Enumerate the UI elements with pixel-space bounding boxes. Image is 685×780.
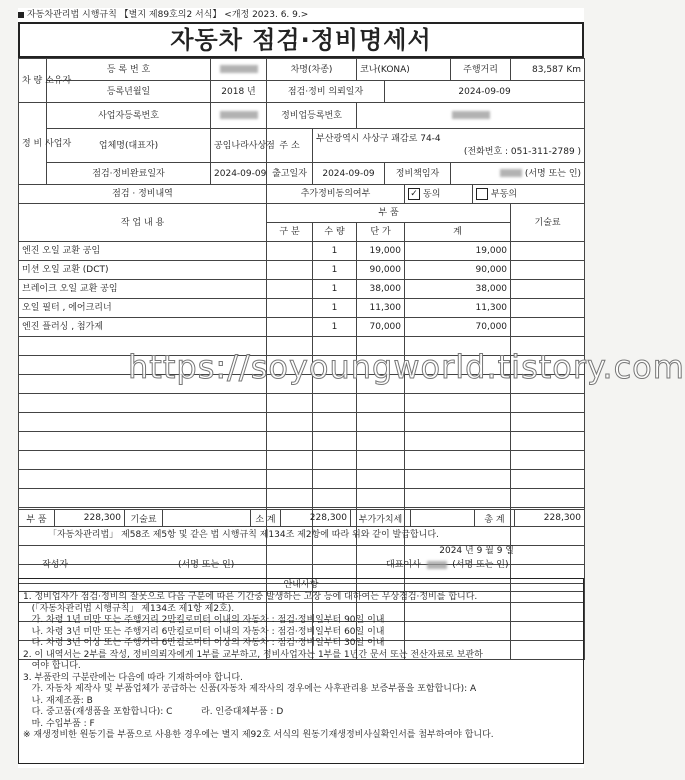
- request-date-label: 점검·정비 의뢰일자: [267, 81, 385, 103]
- cell-work: [19, 337, 267, 356]
- watermark: https://soyoungworld.tistory.com: [128, 348, 685, 386]
- cell-total: [405, 337, 511, 356]
- consent-label: 추가정비동의여부: [267, 185, 405, 204]
- cell-total: 19,000: [405, 242, 511, 261]
- address-value: 부산광역시 사상구 괘감로 74-4: [316, 133, 441, 144]
- guide-line: 다. 차령 3년 이상 또는 주행거리 6만킬로미터 이상의 자동차 : 점검·정비일부터 30일 이내: [23, 638, 385, 648]
- cell-work: 오일 필터 , 에어크리너: [19, 299, 267, 318]
- cell-qty: [313, 356, 357, 375]
- guide-line: ※ 재생정비한 원동기를 부품으로 사용한 경우에는 별지 제92호 서식의 원동기재생정비사실확인서를 첨부하여야 합니다.: [23, 730, 494, 740]
- cell-price: 19,000: [357, 242, 405, 261]
- cell-qty: 1: [313, 261, 357, 280]
- reg-year-label: 등록년월일: [47, 81, 211, 103]
- cell-total: [405, 489, 511, 508]
- manager-cell: [451, 163, 585, 185]
- cell-price: 70,000: [357, 318, 405, 337]
- price-header: 단 가: [357, 223, 405, 242]
- sum-labor-label: 기술료: [125, 510, 163, 527]
- qty-header: 수 량: [313, 223, 357, 242]
- cell-type: [267, 280, 313, 299]
- vat-label: 부가가치세: [351, 510, 411, 527]
- table-row: [19, 489, 585, 508]
- disagree-option[interactable]: [473, 185, 585, 204]
- cell-work: 브레이크 오일 교환 공임: [19, 280, 267, 299]
- cell-work: [19, 489, 267, 508]
- cell-labor: [511, 242, 585, 261]
- total-label: 총 계: [475, 510, 515, 527]
- rep-sign: (서명 또는 인): [452, 560, 509, 570]
- cell-labor: [511, 299, 585, 318]
- shop-reg-value: [357, 103, 585, 129]
- form-header-note: 자동차관리법 시행규칙 【별지 제89호의2 서식】 <개정 2023. 6. 9.>: [27, 10, 309, 20]
- table-row: [19, 337, 585, 356]
- cell-work: [19, 451, 267, 470]
- cell-total: [405, 375, 511, 394]
- cell-total: [405, 470, 511, 489]
- guide-line: 가. 자동차 제작사 및 부품업체가 공급하는 신품(자동차 제작사의 경우에는 사후관리용 보증부품을 포함합니다): A: [23, 684, 477, 694]
- manager-sign: (서명 또는 인): [524, 168, 582, 179]
- cell-labor: [511, 470, 585, 489]
- cell-labor: [511, 356, 585, 375]
- cell-price: [357, 375, 405, 394]
- cell-work: [19, 432, 267, 451]
- sum-parts-label: 부 품: [19, 510, 55, 527]
- cell-type: [267, 356, 313, 375]
- cell-price: 90,000: [357, 261, 405, 280]
- guide-line: 가. 차령 1년 미만 또는 주행거리 2만킬로미터 이내의 자동차 : 점검·정비일부터 90일 이내: [23, 615, 385, 625]
- guide-line: 1. 정비업자가 점검·정비의 잘못으로 다음 구분에 따른 기간중 발생하는 고장 등에 대하여는 무상점검·정비를 합니다.: [23, 592, 478, 602]
- cell-work: [19, 413, 267, 432]
- cell-total: 90,000: [405, 261, 511, 280]
- total-header: 계: [405, 223, 511, 242]
- cell-qty: [313, 470, 357, 489]
- cell-qty: 1: [313, 299, 357, 318]
- table-row: [19, 394, 585, 413]
- document-title: 자동차 점검·정비명세서: [18, 22, 584, 58]
- guide-line: 여야 합니다.: [23, 661, 81, 671]
- cell-total: [405, 451, 511, 470]
- owner-section-label: 차 량 소유자: [19, 59, 47, 103]
- law-statement: 「자동차관리법」 제58조 제5항 및 같은 법 시행규칙 제134조 제2항에 따라 위와 같이 발급합니다.: [48, 530, 439, 540]
- cell-qty: [313, 394, 357, 413]
- table-row: [19, 451, 585, 470]
- guide-line: 나. 차령 3년 미만 또는 주행거리 6만킬로미터 이내의 자동차 : 점검·정비일부터 60일 이내: [23, 626, 385, 637]
- mileage-label: 주행거리: [451, 59, 511, 81]
- cell-work: [19, 356, 267, 375]
- guide-line: 2. 이 내역서는 2부를 작성, 정비의뢰자에게 1부를 교부하고, 정비사업자는 1부를 1년간 문서 또는 전산자료로 보관하: [23, 649, 483, 660]
- cell-type: [267, 375, 313, 394]
- table-row: [19, 318, 585, 337]
- cell-labor: [511, 261, 585, 280]
- table-row: [19, 413, 585, 432]
- agree-label: 동의: [423, 189, 441, 200]
- sum-labor-value: [163, 510, 251, 527]
- vat-value: [411, 510, 475, 527]
- reg-no-label: 등 록 번 호: [47, 59, 211, 81]
- table-row: [19, 356, 585, 375]
- labor-header: 기술료: [511, 204, 585, 242]
- cell-total: [405, 413, 511, 432]
- cell-price: [357, 356, 405, 375]
- biz-no-value: [211, 103, 267, 129]
- guide-line: 3. 부품란의 구분란에는 다음에 따라 기재하여야 합니다.: [23, 672, 243, 683]
- rep-label: 대표이사: [386, 560, 421, 570]
- cell-total: [405, 356, 511, 375]
- type-header: 구 분: [267, 223, 313, 242]
- cell-qty: [313, 451, 357, 470]
- sum-parts-value: 228,300: [55, 510, 125, 527]
- guide-line: (「자동차관리법 시행규칙」 제134조 제1항 제2호).: [23, 603, 235, 614]
- cell-qty: [313, 413, 357, 432]
- issue-date: 2024 년 9 월 9 일: [439, 546, 514, 556]
- guide-lines: [19, 592, 583, 742]
- work-header: 작 업 내 용: [19, 204, 267, 242]
- form-header: [18, 8, 584, 22]
- disagree-checkbox[interactable]: [476, 188, 488, 200]
- cell-price: [357, 394, 405, 413]
- table-row: [19, 242, 585, 261]
- cell-price: 38,000: [357, 280, 405, 299]
- guide-title: 안내사항: [19, 579, 583, 592]
- table-row: [19, 280, 585, 299]
- cell-type: [267, 489, 313, 508]
- cell-work: 엔진 플러싱 , 첨가제: [19, 318, 267, 337]
- table-row: [19, 261, 585, 280]
- cell-total: 70,000: [405, 318, 511, 337]
- cell-total: 38,000: [405, 280, 511, 299]
- release-date-label: 출고일자: [267, 163, 313, 185]
- cell-type: [267, 394, 313, 413]
- cell-qty: [313, 337, 357, 356]
- cell-price: [357, 451, 405, 470]
- cell-qty: [313, 489, 357, 508]
- total-value: 228,300: [515, 510, 585, 527]
- cell-qty: [313, 432, 357, 451]
- cell-price: [357, 337, 405, 356]
- details-section-label: 점검 · 정비내역: [19, 185, 267, 204]
- cell-type: [267, 337, 313, 356]
- summary-row: [18, 509, 584, 527]
- cell-qty: 1: [313, 318, 357, 337]
- cell-labor: [511, 451, 585, 470]
- cell-total: [405, 432, 511, 451]
- cell-price: [357, 470, 405, 489]
- parts-header: 부 품: [267, 204, 511, 223]
- table-row: [19, 470, 585, 489]
- shop-reg-label: 정비업등록번호: [267, 103, 357, 129]
- complete-date-label: 점검·정비완료일자: [47, 163, 211, 185]
- cell-work: [19, 394, 267, 413]
- guide-box: [18, 578, 584, 764]
- cell-type: [267, 261, 313, 280]
- cell-qty: [313, 375, 357, 394]
- cell-qty: 1: [313, 280, 357, 299]
- phone-value: (전화번호 : 051-311-2789 ): [463, 146, 582, 157]
- cell-type: [267, 318, 313, 337]
- subtotal-label: 소 계: [251, 510, 281, 527]
- cell-work: [19, 470, 267, 489]
- cell-total: 11,300: [405, 299, 511, 318]
- cell-work: 엔진 오일 교환 공임: [19, 242, 267, 261]
- release-date-value: 2024-09-09: [313, 163, 385, 185]
- cell-labor: [511, 280, 585, 299]
- redacted-mark: [220, 111, 258, 119]
- name-label: 업체명(대표자): [47, 129, 211, 163]
- redacted-mark: [220, 65, 258, 73]
- cell-type: [267, 470, 313, 489]
- redacted-mark: [427, 561, 447, 569]
- cell-labor: [511, 337, 585, 356]
- cell-total: [405, 394, 511, 413]
- rep-cell: [386, 558, 508, 572]
- guide-line: 마. 수입부품 : F: [23, 718, 95, 729]
- reg-year-value: 2018 년: [211, 81, 267, 103]
- writer-sign: (서명 또는 인): [178, 560, 235, 570]
- manager-label: 정비책임자: [385, 163, 451, 185]
- cell-labor: [511, 375, 585, 394]
- square-bullet-icon: [18, 12, 24, 18]
- redacted-mark: [500, 169, 522, 177]
- reg-no-value: [211, 59, 267, 81]
- cell-type: [267, 413, 313, 432]
- address-cell: [313, 129, 585, 163]
- request-date-value: 2024-09-09: [385, 81, 585, 103]
- table-row: [19, 375, 585, 394]
- table-row: [19, 299, 585, 318]
- address-label: 주 소: [267, 129, 313, 163]
- guide-line: 나. 재제조품: B: [23, 695, 93, 706]
- guide-line: 다. 중고품(재생품을 포함합니다): C 라. 인증대체부품 : D: [23, 707, 284, 717]
- cell-type: [267, 299, 313, 318]
- writer-label: 작성자: [42, 560, 69, 570]
- name-value: 공임나라사상점: [211, 129, 267, 163]
- cell-qty: 1: [313, 242, 357, 261]
- subtotal-value: 228,300: [281, 510, 351, 527]
- cell-labor: [511, 413, 585, 432]
- cell-price: [357, 432, 405, 451]
- cell-price: [357, 489, 405, 508]
- redacted-mark: [452, 111, 490, 119]
- cell-type: [267, 451, 313, 470]
- cell-labor: [511, 432, 585, 451]
- cell-labor: [511, 394, 585, 413]
- cell-work: [19, 375, 267, 394]
- disagree-label: 부동의: [491, 189, 518, 200]
- table-row: [19, 432, 585, 451]
- cell-price: [357, 413, 405, 432]
- cell-work: 미션 오일 교환 (DCT): [19, 261, 267, 280]
- model-value: 코나(KONA): [357, 59, 451, 81]
- cell-labor: [511, 318, 585, 337]
- agree-option[interactable]: [405, 185, 473, 204]
- document-page: [18, 8, 685, 768]
- agree-checkbox[interactable]: ✓: [408, 188, 420, 200]
- cell-type: [267, 242, 313, 261]
- biz-no-label: 사업자등록번호: [47, 103, 211, 129]
- complete-date-value: 2024-09-09: [211, 163, 267, 185]
- shop-section-label: 정 비 사업자: [19, 103, 47, 185]
- model-label: 차명(차종): [267, 59, 357, 81]
- cell-labor: [511, 489, 585, 508]
- cell-price: 11,300: [357, 299, 405, 318]
- mileage-value: 83,587 Km: [511, 59, 585, 81]
- cell-type: [267, 432, 313, 451]
- signature-line: [18, 558, 584, 572]
